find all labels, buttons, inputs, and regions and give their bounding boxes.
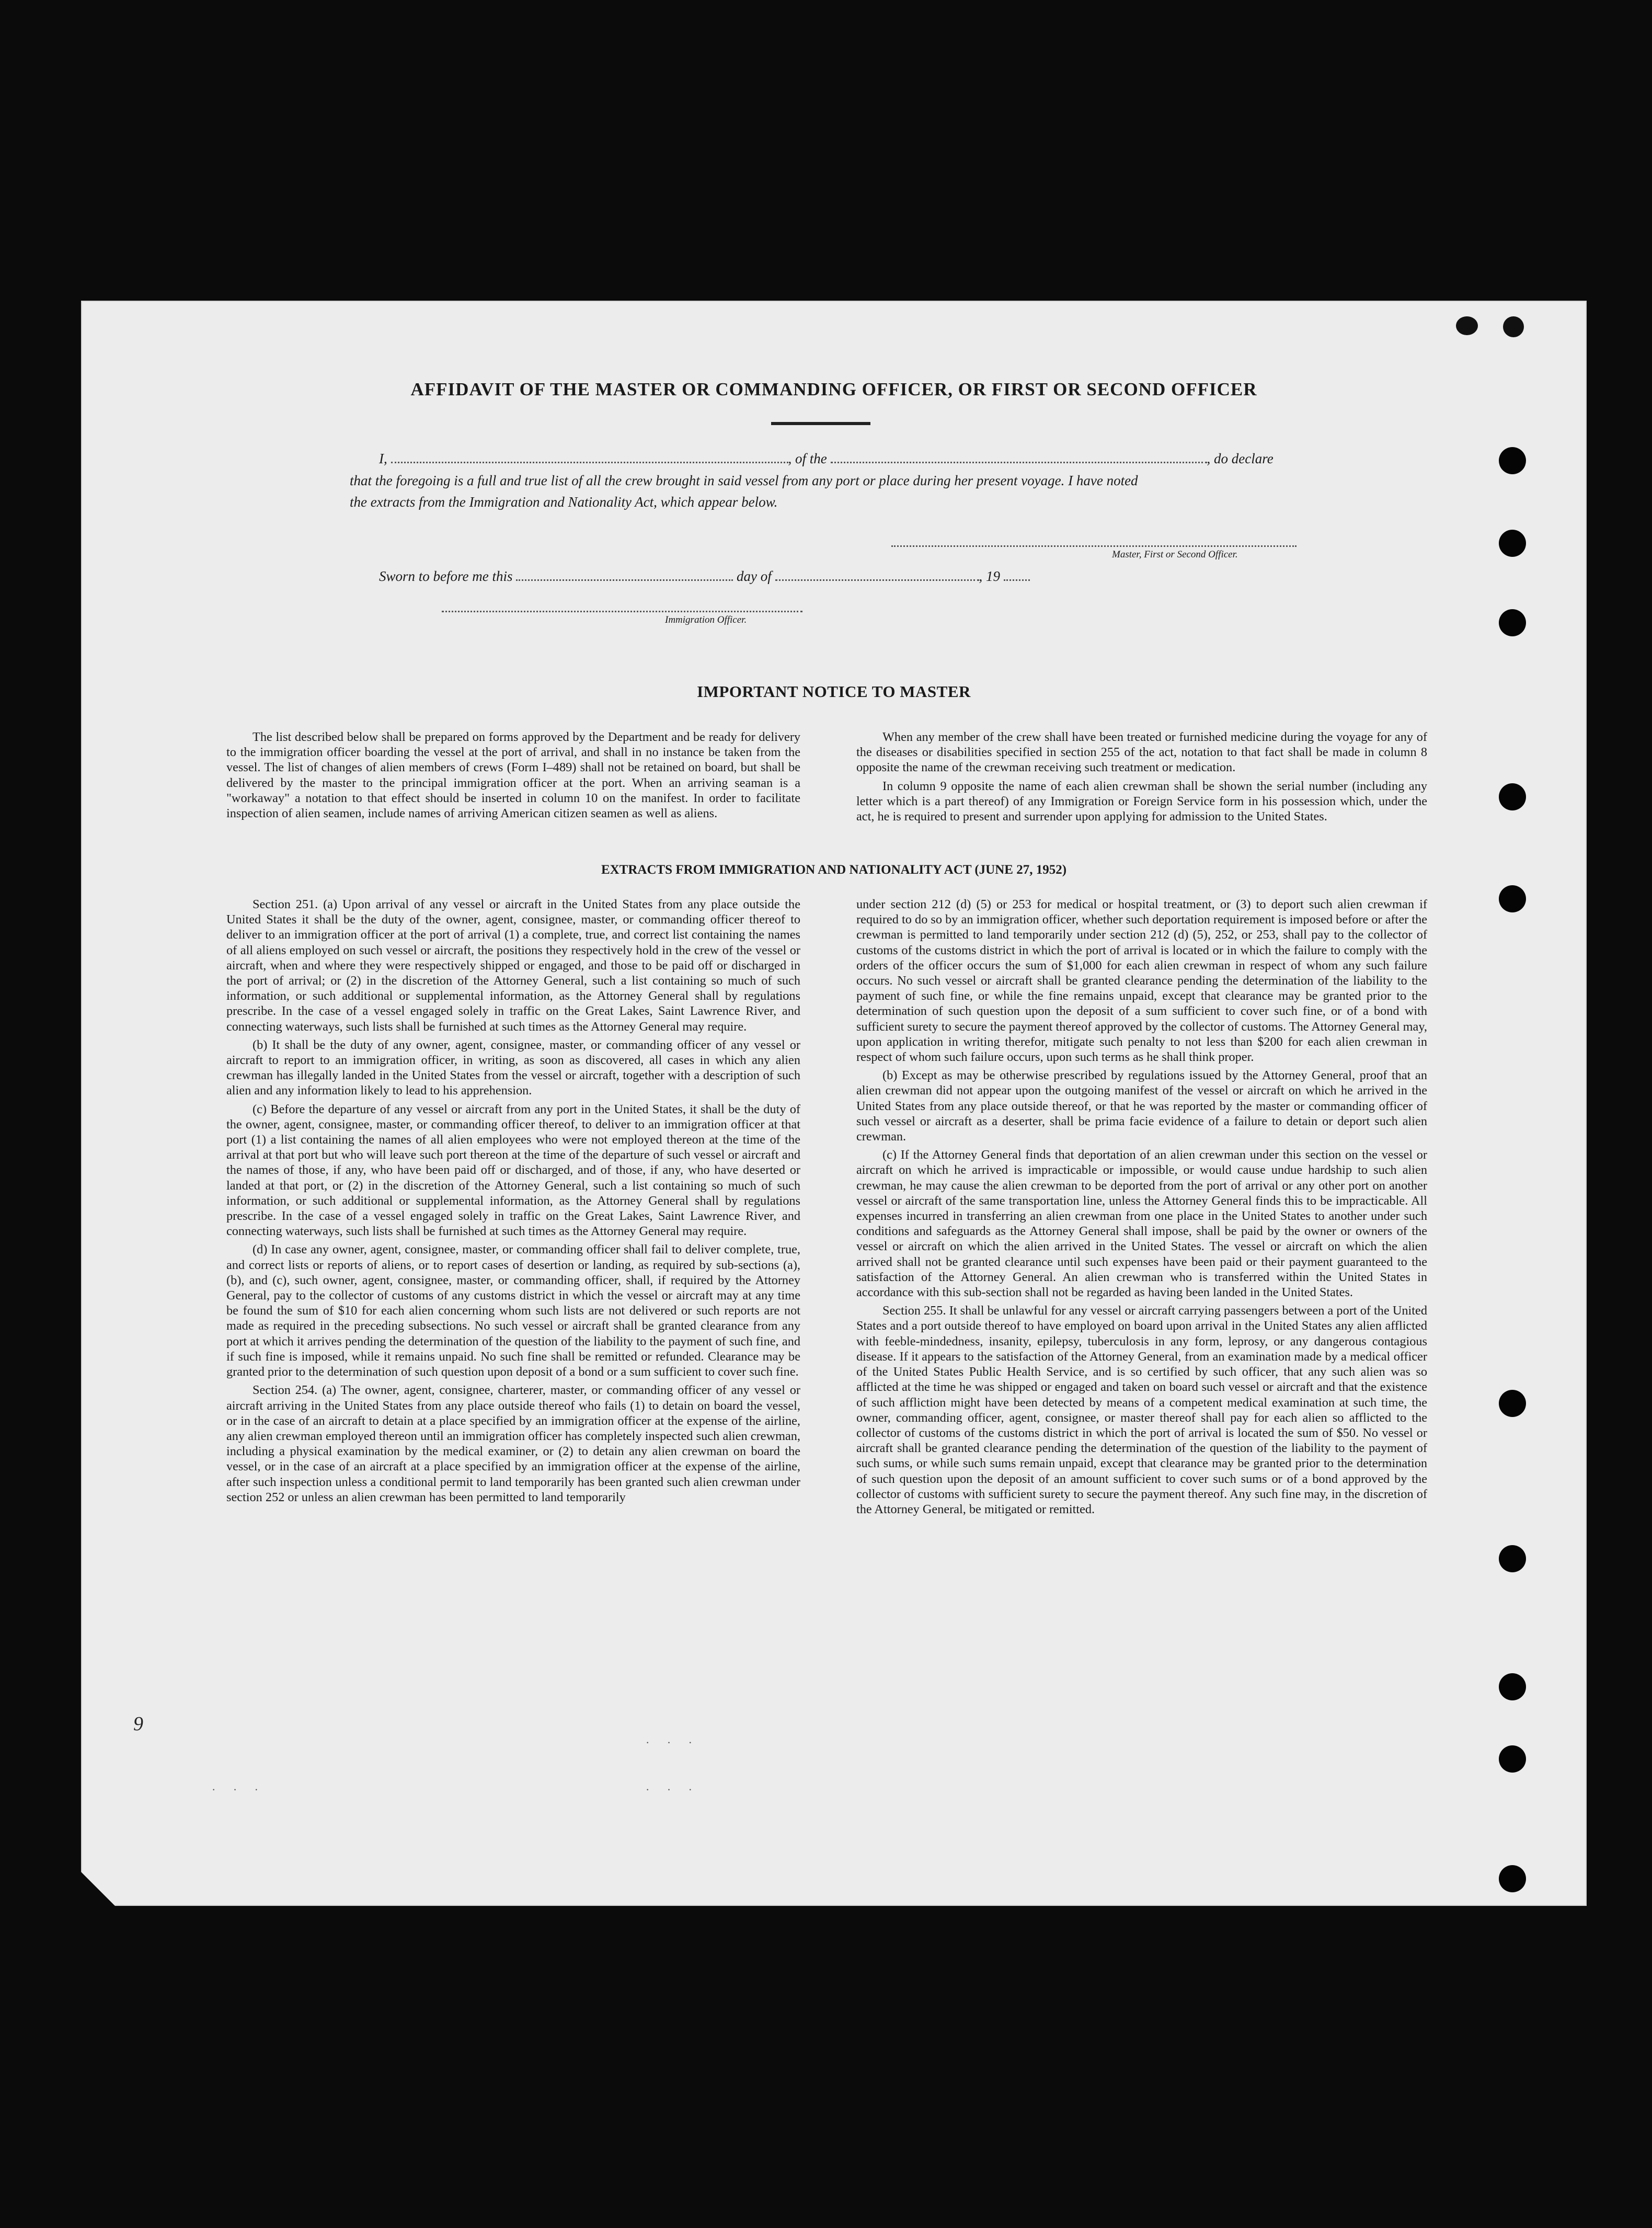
statute-paragraph: Section 255. It shall be unlawful for any vessel or aircraft carrying passengers between a port of the United States and a port outside thereof to have employed on board upon arrival in the United States any alien afflicted with feeble-mindedness, insanity, epilepsy, tuberculosis in any form, leprosy, or any dangerous contagious disease. If it appears to the satisfaction of the Attorney General, from an examination made by a medical officer of the United States Public Health Service, and is so certified by such officer, that any such alien was so afflicted at the time he was shipped or engaged and taken on board such vessel or aircraft and that the existence of such affliction might have been detected by means of a competent medical examination at such time, the owner, commanding officer, agent, consignee, or master thereof shall pay for each alien so afflicted to the collector of customs of the customs district in which the port of arrival is located the sum of $50. No vessel or aircraft shall be granted clearance pending the determination of the question of the liability to the payment of such sums, or while such sums remain unpaid, except that clearance may be granted prior to the determination of such question upon the deposit of an amount sufficient to cover such sums or of a bond approved by the collector of customs with sufficient surety to secure the payment thereof. Any such fine may, in the discretion of the Attorney General, be mitigated or remitted. xyxy=(856,1304,1427,1516)
statute-paragraph: (c) Before the departure of any vessel or aircraft from any port in the United States, it shall be the duty of the owner, agent, consignee, master, or commanding officer thereof, to deliver to an immigration officer at that port (1) a list containing the names of all alien employees who were not employed thereon at the time of the arrival at that port but who will leave such port thereon at the time of the departure of such vessel or aircraft and the names of those, if any, who have been paid off or discharged, and of those, if any, who have deserted or landed at that port, or (2) in the discretion of the Attorney General, such a list containing so much of such information, or such additional or supplemental information, as the Attorney General shall by regulations prescribe. In the case of a vessel engaged solely in traffic on the Great Lakes, Saint Lawrence River, and connecting waterways, such lists shall be furnished at such times as the Attorney General may require. xyxy=(226,1102,800,1239)
declaration-line-2: the extracts from the Immigration and Nationality Act, which appear below. xyxy=(350,494,778,510)
notice-left-column xyxy=(226,729,800,824)
of-the-label: , of the xyxy=(788,451,827,466)
ink-stain xyxy=(1503,316,1524,337)
extracts-right-column xyxy=(856,897,1427,1520)
sworn-line xyxy=(379,566,1163,586)
punch-hole xyxy=(1499,1673,1526,1700)
ink-stain xyxy=(1456,316,1478,335)
statute-paragraph: Section 251. (a) Upon arrival of any vessel or aircraft in the United States from any place outside the United States it shall be the duty of the owner, agent, consignee, master, or commanding officer thereof to deliver to an immigration officer at the port of arrival (1) a complete, true, and correct list containing the names of all aliens employed on such vessel or aircraft, the positions they respectively hold in the crew of the vessel or aircraft, when and where they were respectively shipped or engaged, and those to be paid off or discharged in the port of arrival; or (2) in the discretion of the Attorney General, such a list containing so much of such information, or such additional or supplemental information, as the Attorney General shall by regulations prescribe. In the case of a vessel engaged solely in traffic on the Great Lakes, Saint Lawrence River, and connecting waterways, such lists shall be furnished at such times as the Attorney General may require. xyxy=(226,897,800,1034)
declarant-line xyxy=(379,449,1378,469)
do-declare-label: , do declare xyxy=(1207,451,1274,466)
sworn-month-field[interactable] xyxy=(775,568,979,581)
punch-hole xyxy=(1499,609,1526,636)
notice-right-column xyxy=(856,729,1427,827)
sworn-label: Sworn to before me this xyxy=(379,568,513,584)
print-specks: · · · xyxy=(646,1783,699,1796)
statute-paragraph: (c) If the Attorney General finds that deportation of an alien crewman under this section on the vessel or aircraft on which he arrived is impracticable or impossible, or would cause undue hardship to such alien crewman, he may cause the alien crewman to be deported from the port of arrival or any other port on another vessel or aircraft of the same transportation line, unless the Attorney General finds this to be impracticable. All expenses incurred in transferring an alien crewman from one place in the United States to another under such conditions and safeguards as the Attorney General shall impose, shall be paid by the owner or owners of the vessel or aircraft on which the alien arrived in the United States. The vessel or aircraft on which the alien arrived shall not be granted clearance until such expenses have been paid or their payment guaranteed to the satisfaction of the Attorney General. An alien crewman who is transferred within the United States in accordance with this sub-section shall not be regarded as having been landed in the United States. xyxy=(856,1148,1427,1300)
punch-hole xyxy=(1499,783,1526,810)
officer-signature-line[interactable] xyxy=(442,611,802,612)
punch-hole xyxy=(1499,1745,1526,1773)
punch-hole xyxy=(1499,1545,1526,1572)
statute-paragraph: under section 212 (d) (5) or 253 for medical or hospital treatment, or (3) to deport such alien crewman if required to do so by an immigration officer, whether such deportation requirement is imposed before or after the crewman is permitted to land temporarily under section 212 (d) (5), 252, or 253, shall pay to the collector of customs of the customs district in which the port of arrival is located or in which the failure to comply with the orders of the officer occurs the sum of $1,000 for each alien crewman in respect of whom any such failure occurs. No such vessel or aircraft shall be granted clearance pending the determination of the liability to the payment of such fine, or while the fine remains unpaid, except that clearance may be granted prior to the determination of such question upon the deposit of a sum sufficient to cover such fine, or of a bond with sufficient surety to secure the payment thereof approved by the collector of customs. The Attorney General may, upon application in writing therefor, mitigate such penalty to not less than $200 for each alien crewman in respect of whom such failure occurs, upon such terms as he shall think proper. xyxy=(856,897,1427,1065)
extracts-left-column xyxy=(226,897,800,1508)
print-specks: · · · xyxy=(646,1736,699,1749)
statute-paragraph: (d) In case any owner, agent, consignee, master, or commanding officer shall fail to deliver complete, true, and correct lists or reports of aliens, or to report cases of desertion or landing, as required by sub-sections (a), (b), and (c), such owner, agent, consignee, master, or commanding officer, shall, if required by the Attorney General, pay to the collector of customs of any customs district in which the vessel or aircraft may at any time be found the sum of $10 for each alien concerning whom such lists are not delivered or such reports are not made as required in the preceding subsections. No such vessel or aircraft shall be granted clearance from any port at which it arrives pending the determination of the question of the liability to the payment of such fine, and if such fine is imposed, while it remains unpaid. No such fine shall be remitted or refunded. Clearance may be granted prior to the determination of such question upon deposit of a bond or a sum sufficient to cover such fine. xyxy=(226,1242,800,1379)
declaration-line-1: that the foregoing is a full and true list of all the crew brought in said vessel from any port or place during her present voyage. I have noted xyxy=(350,473,1138,488)
notice-paragraph: In column 9 opposite the name of each alien crewman shall be shown the serial number (including any letter which is a part thereof) of any Immigration or Foreign Service form in his possession which, under the act, he is required to present and surrender upon applying for admission to the United States. xyxy=(856,779,1427,824)
punch-hole xyxy=(1499,885,1526,912)
print-specks: · · · xyxy=(212,1783,266,1796)
master-signature-label: Master, First or Second Officer. xyxy=(1112,549,1238,560)
name-field[interactable] xyxy=(391,450,788,463)
i-label: I, xyxy=(379,451,387,466)
day-of-label: day of xyxy=(737,568,772,584)
punch-hole xyxy=(1499,1390,1526,1417)
affidavit-title: AFFIDAVIT OF THE MASTER OR COMMANDING OFFICER, OR FIRST OR SECOND OFFICER xyxy=(410,379,1257,399)
punch-hole xyxy=(1499,447,1526,474)
form-sheet xyxy=(81,301,1587,1906)
sworn-day-field[interactable] xyxy=(516,568,733,581)
sworn-year-field[interactable] xyxy=(1004,568,1030,581)
year-label: , 19 xyxy=(979,568,1000,584)
punch-hole xyxy=(1499,530,1526,557)
notice-title: IMPORTANT NOTICE TO MASTER xyxy=(697,682,971,701)
folded-corner xyxy=(81,1872,115,1906)
title-rule xyxy=(771,422,870,425)
vessel-field[interactable] xyxy=(831,450,1207,463)
notice-paragraph: The list described below shall be prepared on forms approved by the Department and be ready for delivery to the immigration officer boarding the vessel at the port of arrival, and shall in no instance be taken from the vessel. The list of changes of alien members of crews (Form I–489) shall not be retained on board, but shall be delivered by the master to the principal immigration officer at the port. When an arriving seaman is a "workaway" a notation to that effect should be inserted in column 10 on the manifest. In order to facilitate inspection of alien seamen, include names of arriving American citizen seamen as well as aliens. xyxy=(226,730,800,821)
handwritten-margin-mark: 9 xyxy=(133,1713,143,1735)
statute-paragraph: (b) Except as may be otherwise prescribed by regulations issued by the Attorney General, proof that an alien crewman did not appear upon the outgoing manifest of the vessel or aircraft on which he arrived in the United States from any place outside thereof, or that he was reported by the master or commanding officer of such vessel or aircraft as a deserter, shall be prima facie evidence of a failure to detain or deport such alien crewman. xyxy=(856,1068,1427,1144)
statute-paragraph: (b) It shall be the duty of any owner, agent, consignee, master, or commanding officer of any vessel or aircraft to report to an immigration officer, in writing, as soon as discovered, all cases in which any alien crewman has illegally landed in the United States from the vessel or aircraft, together with a description of such alien and any information likely to lead to his apprehension. xyxy=(226,1037,800,1098)
punch-hole xyxy=(1499,1865,1526,1892)
extracts-title: EXTRACTS FROM IMMIGRATION AND NATIONALITY ACT (JUNE 27, 1952) xyxy=(601,863,1067,877)
notice-paragraph: When any member of the crew shall have been treated or furnished medicine during the voyage for any of the diseases or disabilities specified in section 255 of the act, notation to that fact shall be made in column 8 opposite the name of the crewman receiving such treatment or medication. xyxy=(856,730,1427,775)
officer-signature-label: Immigration Officer. xyxy=(665,614,747,625)
master-signature-line[interactable] xyxy=(891,545,1297,547)
statute-paragraph: Section 254. (a) The owner, agent, consignee, charterer, master, or commanding officer of any vessel or aircraft arriving in the United States from any place outside thereof who fails (1) to detain on board the vessel, or in the case of an aircraft to detain at a place specified by an immigration officer at the expense of the airline, any alien crewman employed thereon until an immigration officer has completely inspected such alien crewman, including a physical examination by the medical examiner, or (2) to detain any alien crewman on board the vessel, or in the case of an aircraft at a place specified by an immigration officer at the expense of the airline, after such inspection unless a conditional permit to land temporarily has been granted such alien crewman under section 252 or unless an alien crewman has been permitted to land temporarily xyxy=(226,1383,800,1504)
